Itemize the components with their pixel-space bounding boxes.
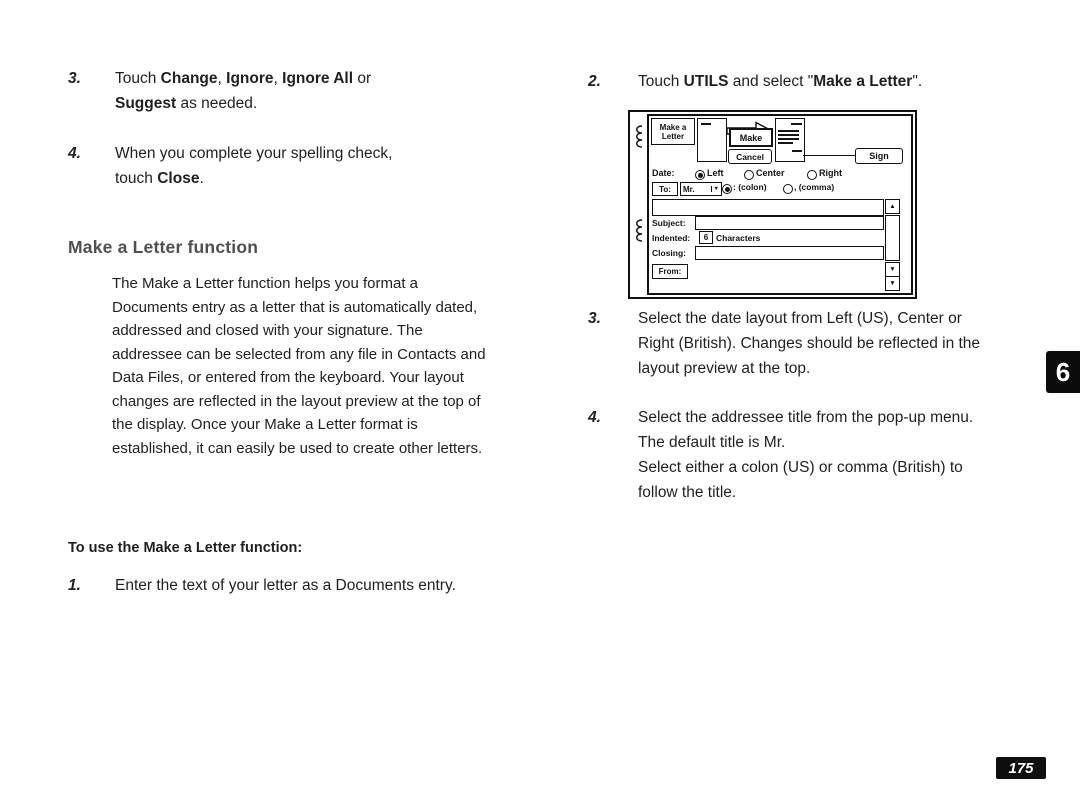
chapter-tab: 6 <box>1046 351 1080 393</box>
step-number: 3. <box>68 70 81 87</box>
step-number: 3. <box>588 310 601 327</box>
step-text: Select the date layout from Left (US), Center or Right (British). Changes should be reflected in the layout preview at the top. <box>638 310 981 377</box>
radio-date-right <box>807 170 817 180</box>
dialog-title <box>651 118 695 145</box>
step-item-2-right <box>588 69 1048 94</box>
closing-label: Closing: <box>652 248 686 258</box>
dropdown-value: Mr. <box>683 184 695 194</box>
step-text <box>638 69 1048 94</box>
text-segment: , <box>273 70 283 87</box>
step-number: 4. <box>588 409 601 426</box>
date-right-label: Right <box>819 168 842 178</box>
date-left-label: Left <box>707 168 724 178</box>
text-segment: or <box>353 70 372 87</box>
step-text <box>638 405 983 505</box>
text-segment: Touch <box>115 70 161 87</box>
scroll-up-icon: ▲ <box>885 199 900 214</box>
step-item-4-right <box>588 405 1048 505</box>
address-field <box>652 199 884 216</box>
text-segment: Select either a colon (US) or comma (British) to follow the title. <box>638 459 963 501</box>
preview-line <box>778 142 793 144</box>
device-screen <box>647 114 913 295</box>
preview-line <box>778 130 799 132</box>
scroll-down-icon: ▼ <box>885 262 900 277</box>
radio-date-left <box>695 170 705 180</box>
text-segment: . <box>199 170 204 187</box>
preview-line <box>778 138 799 140</box>
sub-heading: To use the Make a Letter function: <box>68 540 303 556</box>
text-segment: Select the addressee title from the pop-up menu. The default title is Mr. <box>638 409 974 451</box>
bold-term: UTILS <box>683 73 729 90</box>
page-number-badge: 175 <box>996 757 1046 779</box>
radio-colon <box>722 184 732 194</box>
text-segment: touch <box>115 170 158 187</box>
closing-field <box>695 246 884 260</box>
device-screenshot <box>628 110 917 299</box>
step-item-3-left <box>68 66 508 116</box>
step-number: 2. <box>588 73 601 90</box>
bold-term: Make a Letter <box>813 73 913 90</box>
step-text <box>115 66 505 116</box>
subject-field <box>695 216 884 230</box>
binding-coil-icon <box>634 218 644 244</box>
date-label: Date: <box>652 168 675 178</box>
preview-line <box>791 123 802 125</box>
from-button: From: <box>652 264 688 279</box>
step-item-1-left <box>68 573 478 598</box>
chevron-down-icon: ▼ <box>711 186 719 192</box>
preview-line <box>792 150 802 152</box>
text-segment: When you complete your spelling check, <box>115 145 393 162</box>
step-item-4-left <box>68 141 508 191</box>
step-text: Enter the text of your letter as a Documents entry. <box>115 577 456 594</box>
preview-line <box>701 123 711 125</box>
binding-coil-icon <box>634 124 644 150</box>
make-button: Make <box>729 128 773 147</box>
colon-option-label: : (colon) <box>733 182 767 192</box>
indent-value-box: 6 <box>699 231 713 244</box>
step-item-3-right <box>588 306 1048 381</box>
blank-letter-preview <box>697 118 727 162</box>
bold-term: Ignore All <box>282 70 354 87</box>
characters-label: Characters <box>716 233 761 243</box>
text-segment: ". <box>912 73 923 90</box>
bold-term: Close <box>157 170 200 187</box>
text-segment: as needed. <box>176 95 258 112</box>
date-center-label: Center <box>756 168 785 178</box>
formatted-letter-preview <box>775 118 805 162</box>
bold-term: Change <box>160 70 218 87</box>
comma-option-label: , (comma) <box>794 182 835 192</box>
text-segment: Touch <box>638 73 684 90</box>
radio-comma <box>783 184 793 194</box>
connector-line <box>803 155 855 156</box>
body-paragraph: The Make a Letter function helps you format a Documents entry as a letter that is automatically dated, addressed and closed with your signature. The addressee can be selected from any file in Contacts and Data Files, or entered from the keyboard. Your layout changes are reflected in the layout preview at the top of the display. Once your Make a Letter format is established, it can easily be used to create other letters. <box>112 275 486 457</box>
step-number: 1. <box>68 577 81 594</box>
preview-line <box>778 134 799 136</box>
text-segment: , <box>217 70 227 87</box>
dialog-title-line2: Letter <box>661 131 685 141</box>
title-dropdown <box>680 182 722 196</box>
indented-label: Indented: <box>652 233 691 243</box>
dialog-title-line1: Make a <box>659 122 687 132</box>
section-heading: Make a Letter function <box>68 237 259 257</box>
to-button: To: <box>652 182 678 196</box>
sign-button: Sign <box>855 148 903 164</box>
cancel-button: Cancel <box>728 149 772 164</box>
radio-date-center <box>744 170 754 180</box>
subject-label: Subject: <box>652 218 686 228</box>
bold-term: Suggest <box>115 95 177 112</box>
scroll-down-icon: ▼ <box>885 276 900 291</box>
step-text <box>115 141 505 191</box>
bold-term: Ignore <box>226 70 274 87</box>
step-number: 4. <box>68 145 81 162</box>
text-segment: and select " <box>728 73 814 90</box>
scrollbar-track <box>885 215 900 261</box>
